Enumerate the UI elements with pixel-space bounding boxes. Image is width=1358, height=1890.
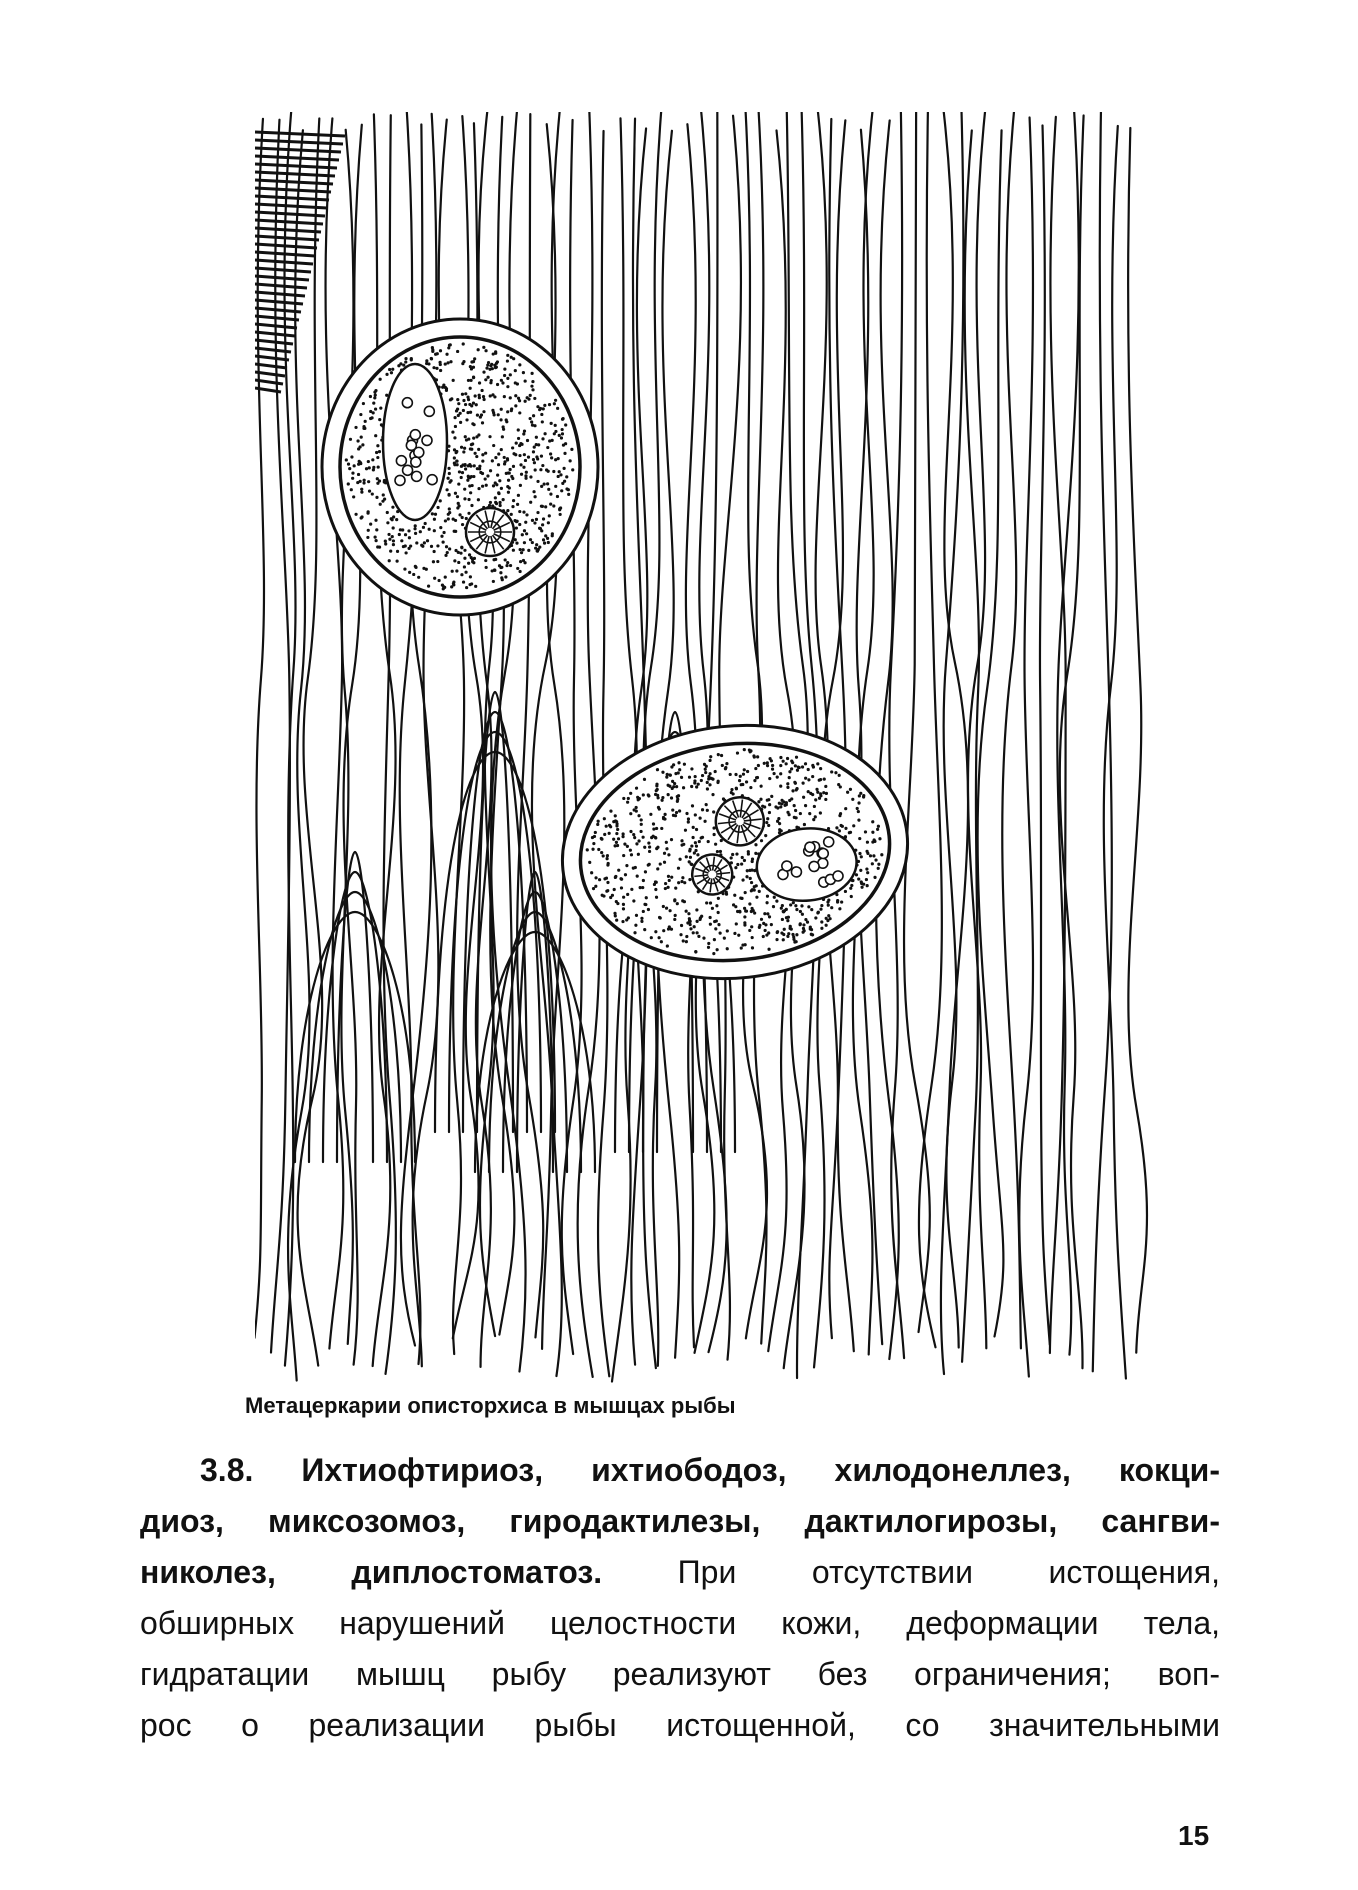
bold-text: 3.8. Ихтиофтириоз, ихтиободоз, хилодонеллез, кокци- [200,1452,1220,1488]
text-line [140,1547,1220,1598]
text-line [140,1496,1220,1547]
illustration-drawing [255,112,1155,1392]
text-line [140,1649,1220,1700]
bold-text: николез, диплостоматоз. [140,1554,603,1590]
section-text [140,1445,1220,1751]
text-line [140,1445,1220,1496]
figure-caption: Метацеркарии описторхиса в мышцах рыбы [245,1393,736,1418]
page-number: 15 [1178,1820,1210,1851]
normal-text: При отсутствии истощения, [602,1554,1221,1590]
normal-text: рос о реализации рыбы истощенной, со значительными [140,1707,1220,1743]
normal-text: гидратации мышц рыбу реализуют без ограничения; воп- [140,1656,1220,1692]
bold-text: диоз, миксозомоз, гиродактилезы, дактилогирозы, сангви- [140,1503,1220,1539]
muscle-illustration [255,112,1155,1392]
normal-text: обширных нарушений целостности кожи, деформации тела, [140,1605,1220,1641]
text-line [140,1700,1220,1751]
text-line [140,1598,1220,1649]
